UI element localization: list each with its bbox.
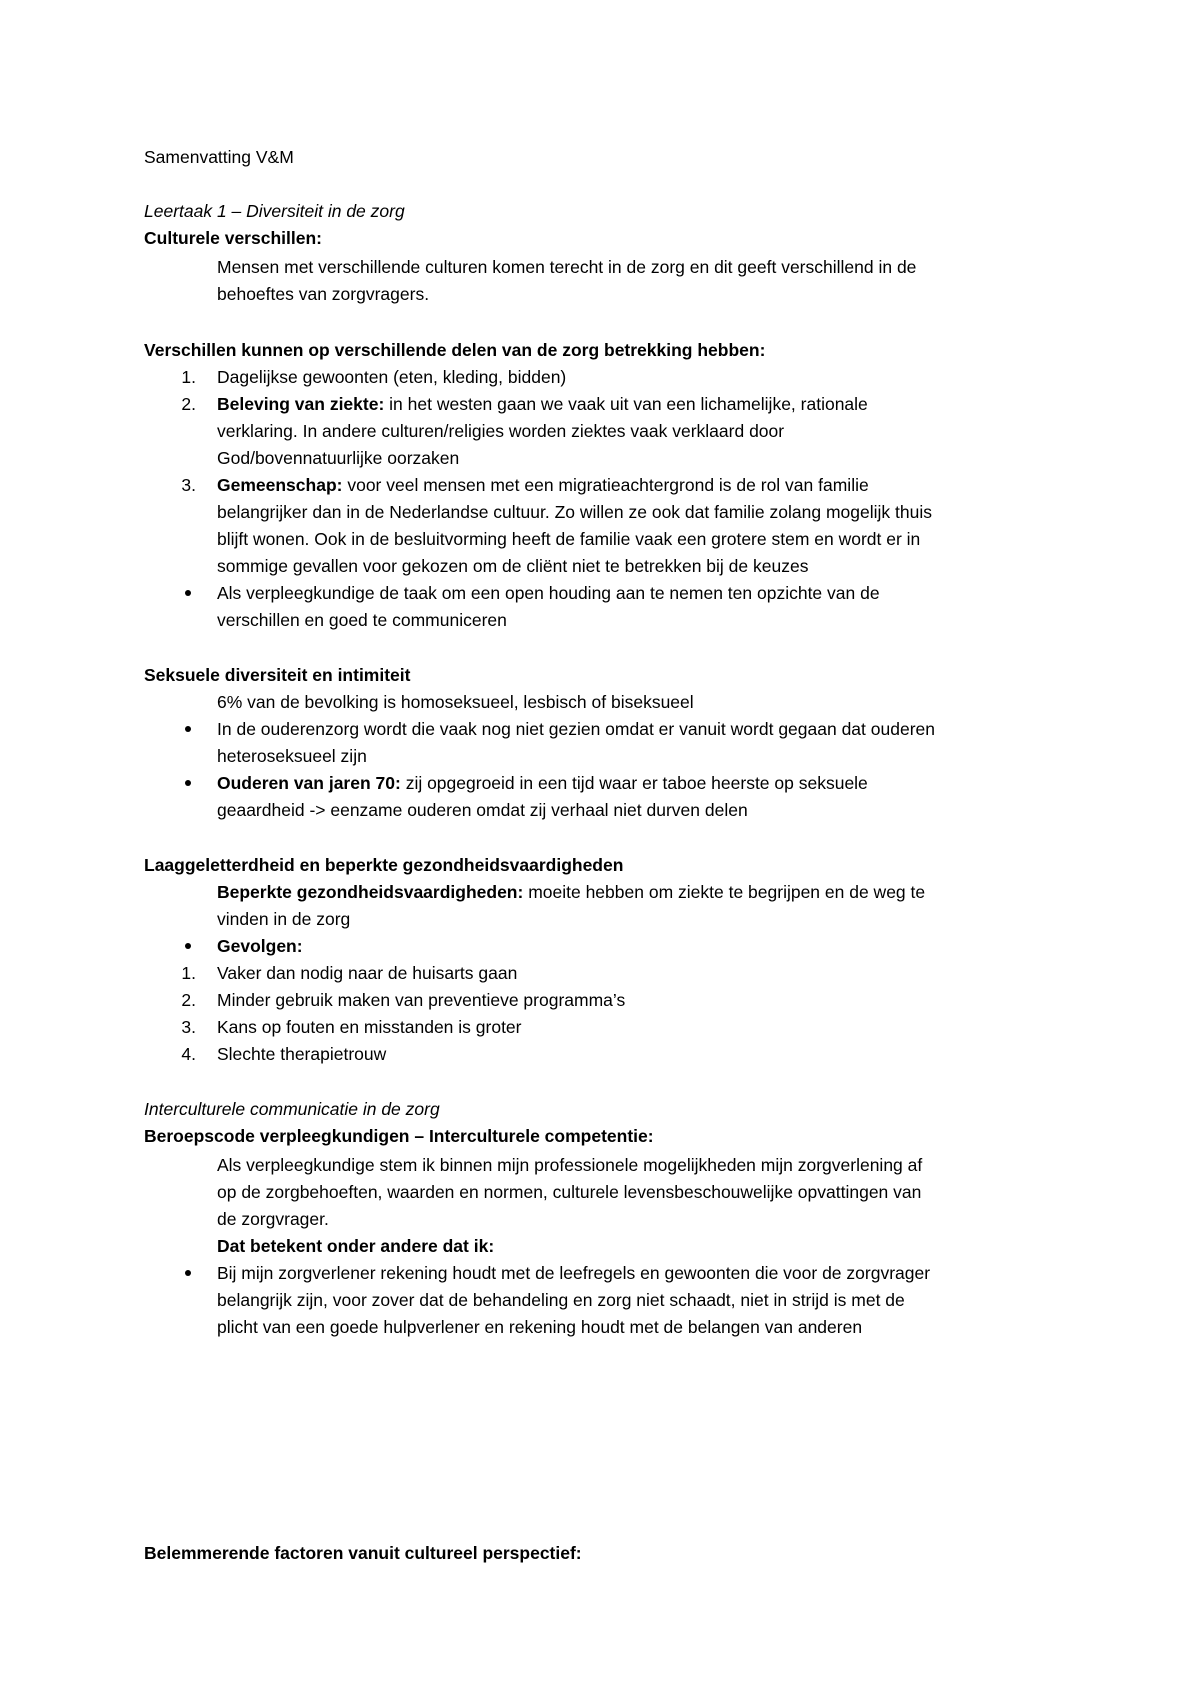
verpleegkundige-bullet-line-1: Als verpleegkundige de taak om een open houding aan te nemen ten opzichte van de bbox=[217, 583, 880, 603]
bullet-icon bbox=[185, 590, 191, 596]
list-item-3-line-3: blijft wonen. Ook in de besluitvorming heeft de familie vaak een grotere stem en wordt er in bbox=[217, 529, 921, 549]
gevolgen-number-4: 4. bbox=[181, 1044, 196, 1064]
bullet-icon bbox=[185, 726, 191, 732]
bullet-icon bbox=[185, 780, 191, 786]
beroepscode-paragraph-line-3: de zorgvrager. bbox=[217, 1209, 329, 1229]
seksuele-bullet-2-term: Ouderen van jaren 70: bbox=[217, 773, 401, 793]
beroepscode-paragraph-line-1: Als verpleegkundige stem ik binnen mijn professionele mogelijkheden mijn zorgverlening af bbox=[217, 1155, 923, 1175]
list-item-2-line-1 bbox=[217, 393, 868, 415]
list-item-3-definition: voor veel mensen met een migratieachtergrond is de rol van familie bbox=[342, 475, 869, 495]
list-item-2-line-2: verklaring. In andere culturen/religies worden ziektes vaak verklaard door bbox=[217, 421, 785, 441]
seksuele-bullet-2-line-2: geaardheid -> eenzame ouderen omdat zij verhaal niet durven delen bbox=[217, 800, 748, 820]
gevolgen-item-3: Kans op fouten en misstanden is groter bbox=[217, 1017, 522, 1037]
laaggeletterdheid-term: Beperkte gezondheidsvaardigheden: bbox=[217, 882, 524, 902]
seksuele-paragraph: 6% van de bevolking is homoseksueel, lesbisch of biseksueel bbox=[217, 692, 694, 712]
gevolgen-label: Gevolgen: bbox=[217, 936, 303, 956]
leertaak-heading: Leertaak 1 – Diversiteit in de zorg bbox=[144, 201, 405, 221]
list-item-3-line-1 bbox=[217, 474, 869, 496]
list-item-2-line-3: God/bovennatuurlijke oorzaken bbox=[217, 448, 460, 468]
seksuele-bullet-1-line-1: In de ouderenzorg wordt die vaak nog niet gezien omdat er vanuit wordt gegaan dat ouderen bbox=[217, 719, 935, 739]
seksuele-heading: Seksuele diversiteit en intimiteit bbox=[144, 665, 411, 685]
list-item-2-definition: in het westen gaan we vaak uit van een lichamelijke, rationale bbox=[384, 394, 868, 414]
culturele-paragraph-line-2: behoeftes van zorgvragers. bbox=[217, 284, 430, 304]
list-item-2-term: Beleving van ziekte: bbox=[217, 394, 385, 414]
list-number-2: 2. bbox=[181, 394, 196, 414]
beroepscode-paragraph-line-2: op de zorgbehoeften, waarden en normen, culturele levensbeschouwelijke opvattingen van bbox=[217, 1182, 922, 1202]
culturele-paragraph-line-1: Mensen met verschillende culturen komen terecht in de zorg en dit geeft verschillend in de bbox=[217, 257, 917, 277]
laaggeletterdheid-paragraph-line-2: vinden in de zorg bbox=[217, 909, 351, 929]
list-item-1-text: Dagelijkse gewoonten (eten, kleding, bidden) bbox=[217, 367, 567, 387]
dat-bullet-line-1: Bij mijn zorgverlener rekening houdt met de leefregels en gewoonten die voor de zorgvrager bbox=[217, 1263, 931, 1283]
bullet-icon bbox=[185, 943, 191, 949]
beroepscode-heading: Beroepscode verpleegkundigen – Interculturele competentie: bbox=[144, 1126, 654, 1146]
dat-bullet-line-2: belangrijk zijn, voor zover dat de behandeling en zorg niet schaadt, niet in strijd is met de bbox=[217, 1290, 905, 1310]
list-item-3-line-2: belangrijker dan in de Nederlandse cultuur. Zo willen ze ook dat familie zolang mogelijk thuis bbox=[217, 502, 932, 522]
list-number-1: 1. bbox=[181, 367, 196, 387]
culturele-verschillen-heading: Culturele verschillen: bbox=[144, 228, 322, 248]
laaggeletterdheid-paragraph-line-1 bbox=[217, 881, 925, 903]
dat-bullet-line-3: plicht van een goede hulpverlener en rekening houdt met de belangen van anderen bbox=[217, 1317, 863, 1337]
dat-betekent-heading: Dat betekent onder andere dat ik: bbox=[217, 1236, 495, 1256]
list-item-3-line-4: sommige gevallen voor gekozen om de cliënt niet te betrekken bij de keuzes bbox=[217, 556, 809, 576]
laaggeletterdheid-heading: Laaggeletterdheid en beperkte gezondheidsvaardigheden bbox=[144, 855, 624, 875]
seksuele-bullet-2-line-1 bbox=[217, 772, 868, 794]
gevolgen-item-1: Vaker dan nodig naar de huisarts gaan bbox=[217, 963, 518, 983]
seksuele-bullet-2-definition: zij opgegroeid in een tijd waar er taboe heerste op seksuele bbox=[400, 773, 868, 793]
belemmerende-heading: Belemmerende factoren vanuit cultureel perspectief: bbox=[144, 1543, 582, 1563]
gevolgen-number-3: 3. bbox=[181, 1017, 196, 1037]
verpleegkundige-bullet-line-2: verschillen en goed te communiceren bbox=[217, 610, 507, 630]
verschillen-heading: Verschillen kunnen op verschillende delen van de zorg betrekking hebben: bbox=[144, 340, 766, 360]
list-item-3-term: Gemeenschap: bbox=[217, 475, 343, 495]
document-title: Samenvatting V&M bbox=[144, 147, 294, 167]
gevolgen-item-4: Slechte therapietrouw bbox=[217, 1044, 387, 1064]
laaggeletterdheid-definition: moeite hebben om ziekte te begrijpen en de weg te bbox=[523, 882, 926, 902]
gevolgen-number-2: 2. bbox=[181, 990, 196, 1010]
interculturele-heading: Interculturele communicatie in de zorg bbox=[144, 1099, 440, 1119]
seksuele-bullet-1-line-2: heteroseksueel zijn bbox=[217, 746, 367, 766]
list-number-3: 3. bbox=[181, 475, 196, 495]
gevolgen-item-2: Minder gebruik maken van preventieve programma’s bbox=[217, 990, 626, 1010]
bullet-icon bbox=[185, 1270, 191, 1276]
gevolgen-number-1: 1. bbox=[181, 963, 196, 983]
